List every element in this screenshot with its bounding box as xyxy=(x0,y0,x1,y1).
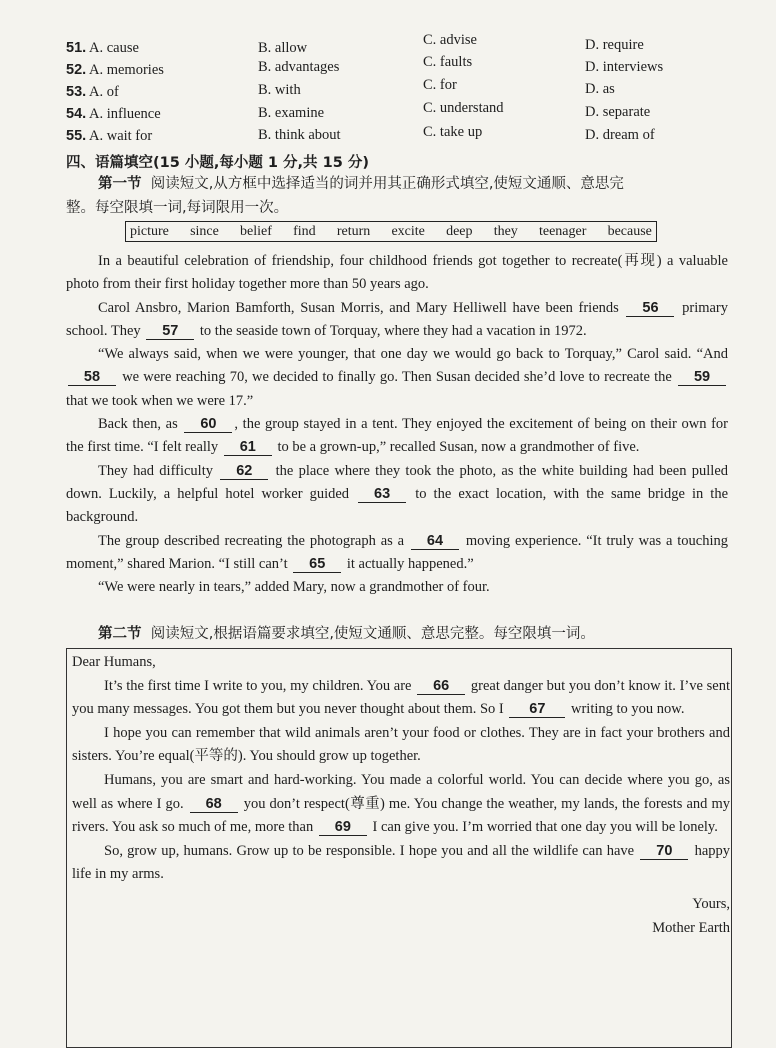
letter-paragraph xyxy=(72,840,730,887)
text-run: the place where they took the photo, as the white building had been pulled down. Luckily, a helpful hotel worker guided xyxy=(66,462,729,502)
text-run: I can give you. I’m worried that one day you will be lonely. xyxy=(372,819,718,836)
question-number: 52. xyxy=(66,62,87,78)
option-a: A. cause xyxy=(89,40,139,56)
option-b: B. examine xyxy=(258,105,325,121)
question-number: 53. xyxy=(66,84,87,100)
part2-instr-text: 阅读短文,根据语篇要求填空,使短文通顺、意思完整。每空限填一词。 xyxy=(150,626,595,642)
text-run: we were reaching 70, we decided to finally go. Then Susan decided she’d love to recreate the xyxy=(122,369,672,386)
text-run: you don’t respect(尊重) me. You change the weather, my lands, the forests and my rivers. You ask so much of me, more than xyxy=(72,795,730,836)
word-bank-item: because xyxy=(607,223,652,239)
passage-paragraph xyxy=(66,297,728,344)
word-bank-item: they xyxy=(493,223,518,239)
option-c: C. understand xyxy=(423,100,504,116)
word-bank-item: excite xyxy=(391,223,425,239)
blank-64[interactable]: 64 xyxy=(411,533,459,550)
text-run: , the group stayed in a tent. They enjoyed the excitement of being on their own for the first time. “I felt really xyxy=(66,416,728,456)
passage-paragraph xyxy=(66,413,728,460)
blank-61[interactable]: 61 xyxy=(224,439,272,456)
blank-69[interactable]: 69 xyxy=(319,819,367,836)
text-run: It’s the first time I write to you, my children. You are xyxy=(104,677,412,694)
option-c: C. faults xyxy=(423,54,473,70)
question-number: 55. xyxy=(66,128,87,144)
passage-paragraph xyxy=(66,530,728,577)
letter-paragraph xyxy=(72,675,730,722)
option-a: A. wait for xyxy=(89,128,153,144)
part2-label: 第二节 xyxy=(98,626,142,642)
text-run: it actually happened.” xyxy=(346,555,474,572)
letter-greeting: Dear Humans, xyxy=(72,654,156,670)
option-d: D. require xyxy=(585,37,644,53)
option-b: B. with xyxy=(258,82,301,98)
option-row-55 xyxy=(0,124,776,150)
passage-1 xyxy=(66,250,728,599)
option-b: B. think about xyxy=(258,127,341,143)
blank-68[interactable]: 68 xyxy=(190,796,238,813)
word-bank-item: picture xyxy=(130,223,169,239)
text-run: primary school. They xyxy=(66,299,729,339)
word-bank-item: since xyxy=(190,223,219,239)
option-c: C. advise xyxy=(423,32,477,48)
text-run: Humans, you are smart and hard-working. You made a colorful world. You can decide where you go, as well as where I go. xyxy=(72,771,730,812)
text-run: to be a grown-up,” recalled Susan, now a grandmother of five. xyxy=(277,439,640,456)
option-a: A. influence xyxy=(89,106,161,122)
word-bank xyxy=(125,221,657,242)
blank-66[interactable]: 66 xyxy=(417,678,465,695)
blank-57[interactable]: 57 xyxy=(146,323,194,340)
passage-paragraph xyxy=(66,460,728,530)
passage-paragraph xyxy=(66,343,728,413)
passage-paragraph: “We were nearly in tears,” added Mary, now a grandmother of four. xyxy=(98,579,490,596)
text-run: that we took when we were 17.” xyxy=(66,392,254,409)
blank-67[interactable]: 67 xyxy=(509,701,565,718)
blank-58[interactable]: 58 xyxy=(68,369,116,386)
blank-65[interactable]: 65 xyxy=(293,556,341,573)
text-run: to the exact location, with the same bridge in the background. xyxy=(66,485,729,526)
question-number: 54. xyxy=(66,106,87,122)
option-a: A. memories xyxy=(89,62,164,78)
blank-59[interactable]: 59 xyxy=(678,369,726,386)
option-c: C. take up xyxy=(423,124,483,140)
letter-paragraph xyxy=(72,769,730,840)
option-row-52 xyxy=(0,54,776,84)
option-d: D. interviews xyxy=(585,59,664,75)
letter-closing: Yours, xyxy=(692,895,730,912)
option-d: D. dream of xyxy=(585,127,655,143)
part1-instr-line1: 阅读短文,从方框中选择适当的词并用其正确形式填空,使短文通顺、意思完 xyxy=(150,176,624,192)
text-run: great danger but you don’t know it. I’ve sent you many messages. You got them but you never thought about them. So I xyxy=(72,677,730,718)
part1-instr-line2: 整。每空限填一词,每词限用一次。 xyxy=(66,200,289,216)
option-d: D. separate xyxy=(585,104,651,120)
option-b: B. allow xyxy=(258,40,308,56)
blank-60[interactable]: 60 xyxy=(184,416,232,433)
text-run: They had difficulty xyxy=(98,462,213,479)
letter-paragraph: I hope you can remember that wild animals aren’t your food or clothes. They are in fact your brothers and sisters. You’re equal(平等的). You should grow up together. xyxy=(72,724,730,765)
blank-62[interactable]: 62 xyxy=(220,463,268,480)
passage-paragraph: In a beautiful celebration of friendship, four childhood friends got together to recreate(再现) a valuable photo from their first holiday together more than 50 years ago. xyxy=(66,253,728,293)
word-bank-item: return xyxy=(336,223,371,239)
word-bank-item: deep xyxy=(446,223,473,239)
option-row-54 xyxy=(0,100,776,128)
option-b: B. advantages xyxy=(258,59,340,75)
part2-instructions xyxy=(98,622,738,646)
part1-instructions xyxy=(98,172,738,196)
blank-56[interactable]: 56 xyxy=(626,300,674,317)
section-heading: 四、语篇填空(15 小题,每小题 1 分,共 15 分) xyxy=(66,155,369,171)
letter-signature: Mother Earth xyxy=(652,919,730,936)
question-number: 51. xyxy=(66,40,87,56)
blank-63[interactable]: 63 xyxy=(358,486,406,503)
option-a: A. of xyxy=(89,84,119,100)
word-bank-item: belief xyxy=(240,223,272,239)
text-run: moving experience. “It truly was a touching moment,” shared Marion. “I still can’t xyxy=(66,532,729,572)
text-run: “We always said, when we were younger, that one day we would go back to Torquay,” Carol said. “And xyxy=(98,346,728,363)
letter xyxy=(72,651,730,940)
word-bank-item: teenager xyxy=(538,223,587,239)
text-run: to the seaside town of Torquay, where they had a vacation in 1972. xyxy=(199,322,587,339)
text-run: happy life in my arms. xyxy=(72,842,731,883)
text-run: The group described recreating the photograph as a xyxy=(98,532,405,549)
option-c: C. for xyxy=(423,77,457,93)
text-run: Carol Ansbro, Marion Bamforth, Susan Morris, and Mary Helliwell have been friends xyxy=(98,299,619,316)
option-row-53 xyxy=(0,77,776,106)
text-run: Back then, as xyxy=(98,416,178,433)
blank-70[interactable]: 70 xyxy=(640,843,688,860)
option-d: D. as xyxy=(585,81,615,97)
text-run: writing to you now. xyxy=(571,701,685,718)
part1-label: 第一节 xyxy=(98,176,142,192)
text-run: So, grow up, humans. Grow up to be responsible. I hope you and all the wildlife can have xyxy=(104,842,635,859)
word-bank-item: find xyxy=(293,223,316,239)
